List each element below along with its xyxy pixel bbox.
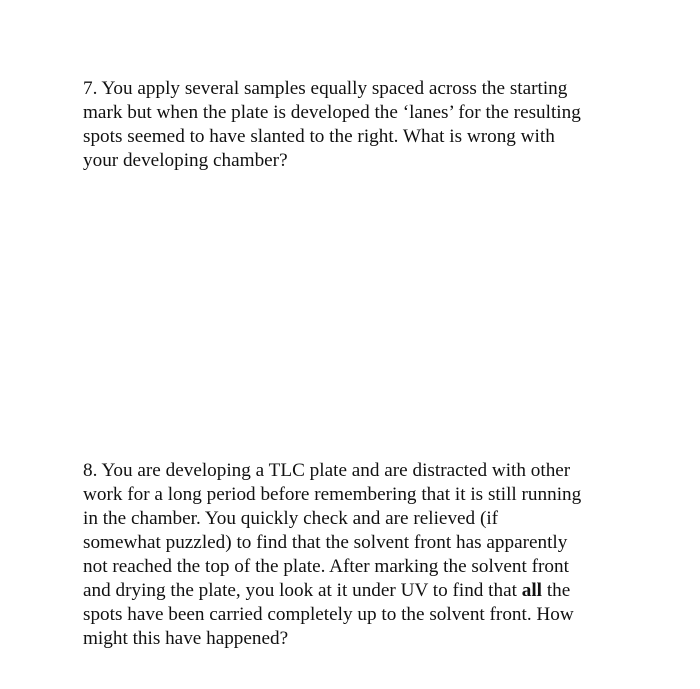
question-8 (83, 459, 581, 651)
question-7-line: your developing chamber? (83, 150, 288, 171)
question-8-line: might this have happened? (83, 628, 289, 649)
question-8-line: in the chamber. You quickly check and are relieved (if (83, 508, 499, 529)
question-7-line: mark but when the plate is developed the ‘lanes’ for the resulting (83, 102, 581, 123)
question-7-line: spots seemed to have slanted to the right. What is wrong with (83, 126, 555, 147)
question-8-line: 8. You are developing a TLC plate and are distracted with other (83, 460, 571, 481)
question-7 (83, 77, 581, 173)
question-7-line: 7. You apply several samples equally spaced across the starting (83, 78, 568, 99)
question-8-line: somewhat puzzled) to find that the solvent front has apparently (83, 532, 568, 553)
question-8-text: and drying the plate, you look at it under UV to find that (83, 580, 522, 601)
question-8-line: not reached the top of the plate. After marking the solvent front (83, 556, 569, 577)
question-8-line-emphasis (83, 579, 581, 603)
question-8-line: work for a long period before remembering that it is still running (83, 484, 582, 505)
question-8-text: the (542, 580, 571, 601)
question-8-line: spots have been carried completely up to the solvent front. How (83, 604, 574, 625)
emphasis-all: all (521, 580, 543, 601)
